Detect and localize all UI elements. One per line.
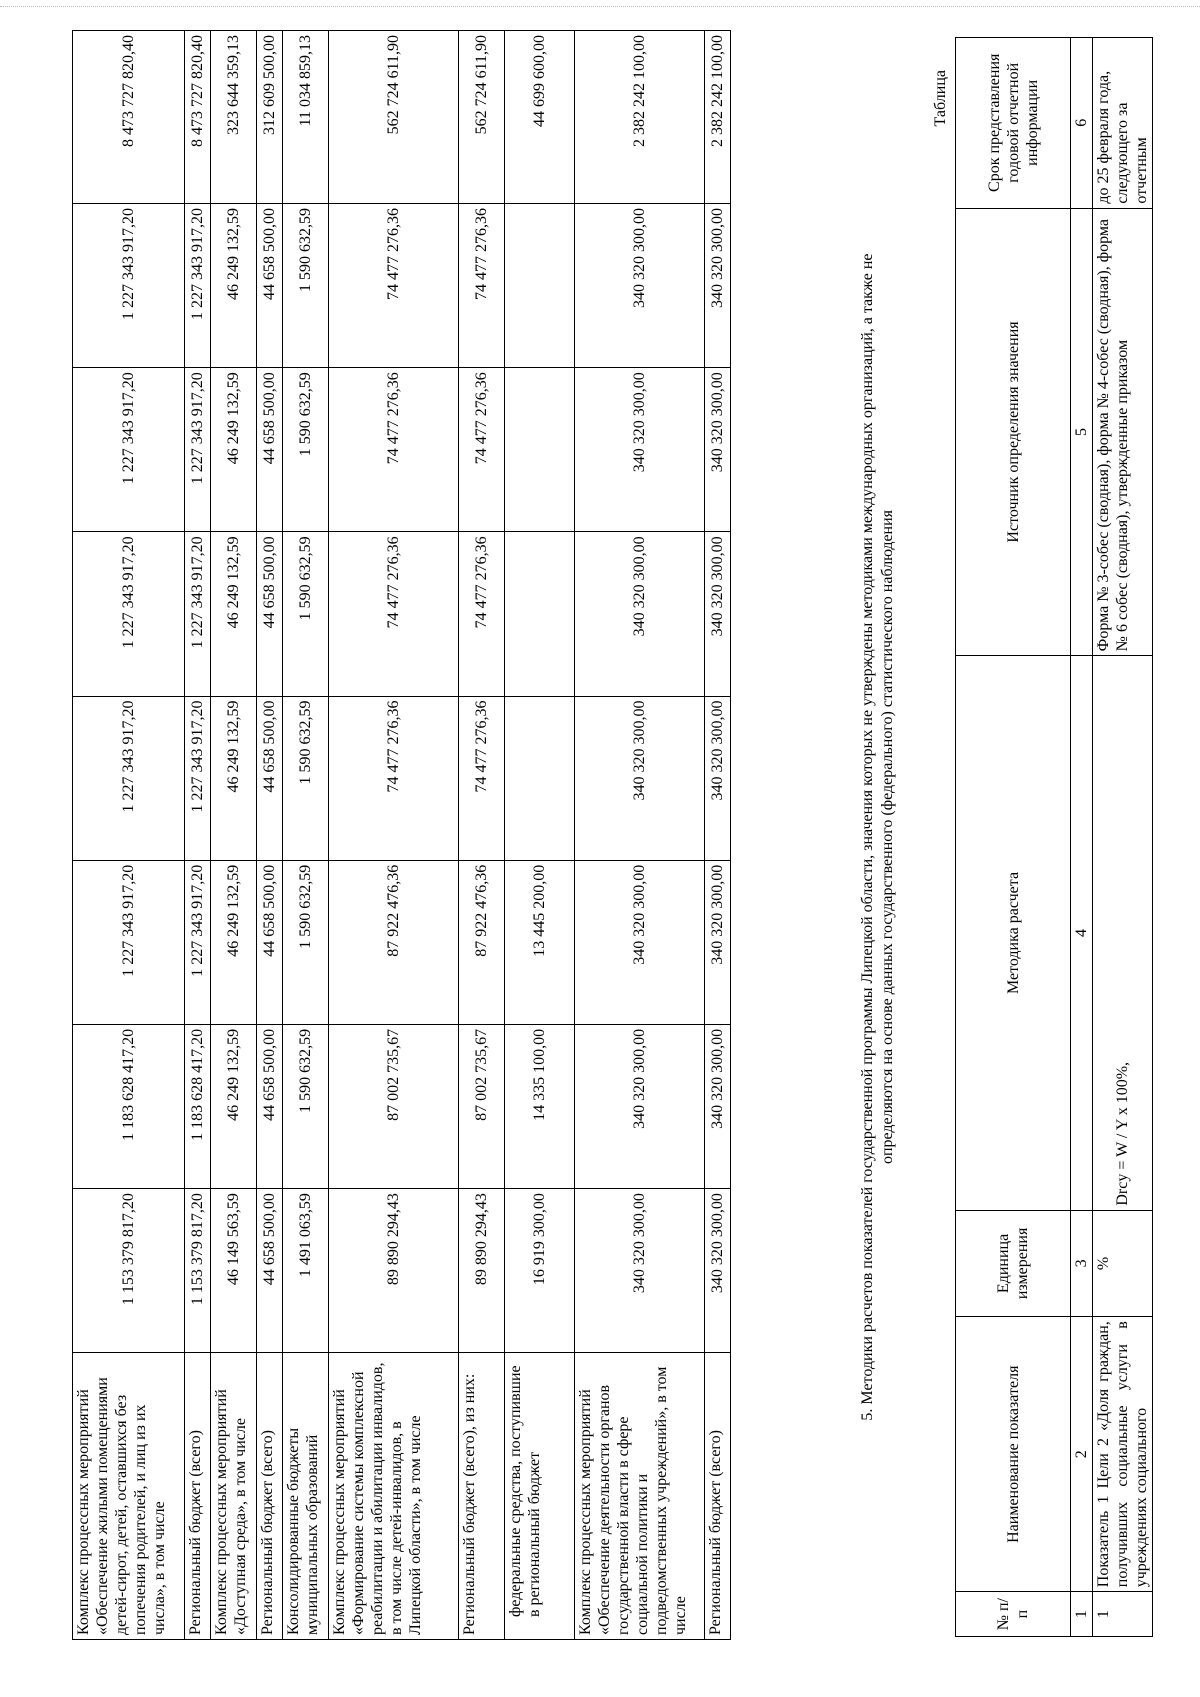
budget-cell: 340 320 300,00 bbox=[705, 1024, 731, 1188]
budget-row-name: Региональный бюджет (всего), из них: bbox=[459, 1353, 505, 1640]
budget-cell: 1 183 628 417,20 bbox=[73, 1024, 185, 1188]
budget-row-name: Комплекс процессных мероприятий «Доступная среда», в том числе bbox=[211, 1353, 257, 1640]
budget-cell: 1 590 632,59 bbox=[283, 204, 329, 368]
row-num: 1 bbox=[1093, 1592, 1153, 1637]
budget-cell: 1 183 628 417,20 bbox=[185, 1024, 211, 1188]
section-title bbox=[858, 37, 898, 1637]
col-number-5: 5 bbox=[1071, 208, 1093, 656]
budget-cell: 74 477 276,36 bbox=[329, 696, 459, 860]
methodology-row bbox=[1093, 38, 1153, 1637]
budget-cell: 46 249 132,59 bbox=[211, 696, 257, 860]
budget-cell: 1 590 632,59 bbox=[283, 696, 329, 860]
budget-cell: 87 922 476,36 bbox=[329, 860, 459, 1024]
budget-cell: 1 590 632,59 bbox=[283, 1024, 329, 1188]
budget-cell bbox=[505, 532, 575, 696]
budget-cell: 340 320 300,00 bbox=[705, 696, 731, 860]
budget-cell: 340 320 300,00 bbox=[575, 204, 705, 368]
col-number-2: 2 bbox=[1071, 1317, 1093, 1592]
budget-cell: 340 320 300,00 bbox=[705, 204, 731, 368]
budget-row-name: Региональный бюджет (всего) bbox=[185, 1353, 211, 1640]
budget-cell: 44 658 500,00 bbox=[257, 1024, 283, 1188]
row-unit: % bbox=[1093, 1210, 1153, 1317]
budget-cell: 44 658 500,00 bbox=[257, 204, 283, 368]
budget-cell: 1 590 632,59 bbox=[283, 368, 329, 532]
budget-table-body bbox=[73, 31, 731, 1640]
budget-cell: 87 002 735,67 bbox=[459, 1024, 505, 1188]
budget-cell: 340 320 300,00 bbox=[705, 368, 731, 532]
budget-row-name: Комплекс процессных мероприятий «Формирование системы комплексной реабилитации и абилитации инвалидов, в том числе детей-инвалидов, в Липецкой области», в том числе bbox=[329, 1353, 459, 1640]
row-method: Drcy = W / Y x 100%, bbox=[1093, 656, 1153, 1210]
budget-cell: 340 320 300,00 bbox=[705, 860, 731, 1024]
budget-cell: 46 249 132,59 bbox=[211, 860, 257, 1024]
budget-cell: 13 445 200,00 bbox=[505, 860, 575, 1024]
budget-row bbox=[257, 31, 283, 1640]
col-number-3: 3 bbox=[1071, 1210, 1093, 1317]
budget-cell: 1 590 632,59 bbox=[283, 532, 329, 696]
methodology-table bbox=[955, 37, 1153, 1637]
budget-cell: 1 153 379 817,20 bbox=[185, 1189, 211, 1353]
budget-cell: 562 724 611,90 bbox=[459, 31, 505, 204]
budget-row bbox=[73, 31, 185, 1640]
budget-cell: 89 890 294,43 bbox=[329, 1189, 459, 1353]
budget-cell: 87 922 476,36 bbox=[459, 860, 505, 1024]
budget-cell: 74 477 276,36 bbox=[329, 204, 459, 368]
budget-row-name: Комплекс процессных мероприятий «Обеспечение деятельности органов государственной власти в сфере социальной политики и подведомственных учреждений», в том числе bbox=[575, 1353, 705, 1640]
section-title-line2: определяются на основе данных государственного (федерального) статистического наблюдения bbox=[879, 509, 896, 1165]
row-indicator-name: Показатель 1 Цели 2 «Доля граждан, получивших социальные услуги в учреждениях социального bbox=[1093, 1317, 1153, 1592]
budget-cell: 74 477 276,36 bbox=[329, 368, 459, 532]
budget-cell: 46 249 132,59 bbox=[211, 368, 257, 532]
budget-cell: 1 227 343 917,20 bbox=[185, 860, 211, 1024]
row-source: Форма № 3-собес (сводная), форма № 4-собес (сводная), форма № 6 собес (сводная), утвержденные приказом bbox=[1093, 208, 1153, 656]
budget-row-name: федеральные средства, поступившие в региональный бюджет bbox=[505, 1353, 575, 1640]
budget-cell: 340 320 300,00 bbox=[575, 1024, 705, 1188]
budget-cell: 14 335 100,00 bbox=[505, 1024, 575, 1188]
budget-cell: 46 249 132,59 bbox=[211, 204, 257, 368]
budget-cell: 8 473 727 820,40 bbox=[185, 31, 211, 204]
budget-cell: 1 227 343 917,20 bbox=[73, 204, 185, 368]
budget-cell: 89 890 294,43 bbox=[459, 1189, 505, 1353]
header-method: Методика расчета bbox=[956, 656, 1071, 1210]
budget-cell: 44 699 600,00 bbox=[505, 31, 575, 204]
col-number-1: 1 bbox=[1071, 1592, 1093, 1637]
budget-row bbox=[185, 31, 211, 1640]
budget-cell: 46 149 563,59 bbox=[211, 1189, 257, 1353]
budget-cell: 74 477 276,36 bbox=[459, 204, 505, 368]
budget-row bbox=[505, 31, 575, 1640]
budget-cell: 1 227 343 917,20 bbox=[185, 204, 211, 368]
budget-cell: 74 477 276,36 bbox=[459, 696, 505, 860]
header-deadline: Срок представления годовой отчетной информации bbox=[956, 38, 1071, 209]
header-unit: Единица измерения bbox=[956, 1210, 1071, 1317]
budget-cell: 1 590 632,59 bbox=[283, 860, 329, 1024]
header-num: № п/п bbox=[956, 1592, 1071, 1637]
budget-cell bbox=[505, 368, 575, 532]
budget-cell: 11 034 859,13 bbox=[283, 31, 329, 204]
budget-row-name: Региональный бюджет (всего) bbox=[257, 1353, 283, 1640]
budget-row-name: Региональный бюджет (всего) bbox=[705, 1353, 731, 1640]
col-number-6: 6 bbox=[1071, 38, 1093, 209]
budget-cell: 16 919 300,00 bbox=[505, 1189, 575, 1353]
budget-cell: 1 491 063,59 bbox=[283, 1189, 329, 1353]
budget-cell: 562 724 611,90 bbox=[329, 31, 459, 204]
budget-row bbox=[459, 31, 505, 1640]
row-deadline: до 25 февраля года, следующего за отчетным bbox=[1093, 38, 1153, 209]
budget-cell: 1 227 343 917,20 bbox=[185, 368, 211, 532]
budget-cell: 44 658 500,00 bbox=[257, 1189, 283, 1353]
header-name: Наименование показателя bbox=[956, 1317, 1071, 1592]
budget-cell: 340 320 300,00 bbox=[705, 1189, 731, 1353]
budget-cell: 44 658 500,00 bbox=[257, 368, 283, 532]
budget-cell: 44 658 500,00 bbox=[257, 532, 283, 696]
budget-cell: 2 382 242 100,00 bbox=[575, 31, 705, 204]
budget-row bbox=[211, 31, 257, 1640]
budget-cell: 1 227 343 917,20 bbox=[73, 532, 185, 696]
budget-table bbox=[72, 30, 731, 1640]
budget-cell: 1 227 343 917,20 bbox=[73, 860, 185, 1024]
section-title-line1: 5. Методики расчетов показателей государственной программы Липецкой области, значения которых не утверждены методиками международных организаций, а также не bbox=[859, 253, 876, 1421]
table-label: Таблица bbox=[932, 70, 949, 127]
budget-cell: 74 477 276,36 bbox=[459, 532, 505, 696]
budget-cell: 1 227 343 917,20 bbox=[73, 368, 185, 532]
col-number-4: 4 bbox=[1071, 656, 1093, 1210]
budget-cell: 1 227 343 917,20 bbox=[185, 696, 211, 860]
budget-cell: 340 320 300,00 bbox=[575, 368, 705, 532]
budget-cell: 340 320 300,00 bbox=[575, 860, 705, 1024]
budget-row bbox=[283, 31, 329, 1640]
budget-cell: 2 382 242 100,00 bbox=[705, 31, 731, 204]
budget-row bbox=[575, 31, 705, 1640]
budget-cell: 340 320 300,00 bbox=[575, 696, 705, 860]
header-source: Источник определения значения bbox=[956, 208, 1071, 656]
budget-cell: 1 153 379 817,20 bbox=[73, 1189, 185, 1353]
budget-cell: 74 477 276,36 bbox=[329, 532, 459, 696]
budget-row-name: Консолидированные бюджеты муниципальных образований bbox=[283, 1353, 329, 1640]
budget-cell: 44 658 500,00 bbox=[257, 696, 283, 860]
budget-row bbox=[329, 31, 459, 1640]
budget-cell bbox=[505, 696, 575, 860]
methodology-header-row bbox=[956, 38, 1071, 1637]
budget-cell: 1 227 343 917,20 bbox=[185, 532, 211, 696]
budget-row-name: Комплекс процессных мероприятий «Обеспечение жилыми помещениями детей-сирот, детей, оставшихся без попечения родителей, и лиц из их числа», в том числе bbox=[73, 1353, 185, 1640]
budget-cell: 74 477 276,36 bbox=[459, 368, 505, 532]
budget-cell: 312 609 500,00 bbox=[257, 31, 283, 204]
budget-row bbox=[705, 31, 731, 1640]
budget-cell: 323 644 359,13 bbox=[211, 31, 257, 204]
budget-cell: 46 249 132,59 bbox=[211, 1024, 257, 1188]
methodology-number-row bbox=[1071, 38, 1093, 1637]
budget-cell: 8 473 727 820,40 bbox=[73, 31, 185, 204]
budget-cell: 340 320 300,00 bbox=[575, 1189, 705, 1353]
budget-cell bbox=[505, 204, 575, 368]
budget-cell: 46 249 132,59 bbox=[211, 532, 257, 696]
budget-cell: 340 320 300,00 bbox=[705, 532, 731, 696]
budget-cell: 1 227 343 917,20 bbox=[73, 696, 185, 860]
budget-cell: 340 320 300,00 bbox=[575, 532, 705, 696]
budget-cell: 87 002 735,67 bbox=[329, 1024, 459, 1188]
budget-cell: 44 658 500,00 bbox=[257, 860, 283, 1024]
